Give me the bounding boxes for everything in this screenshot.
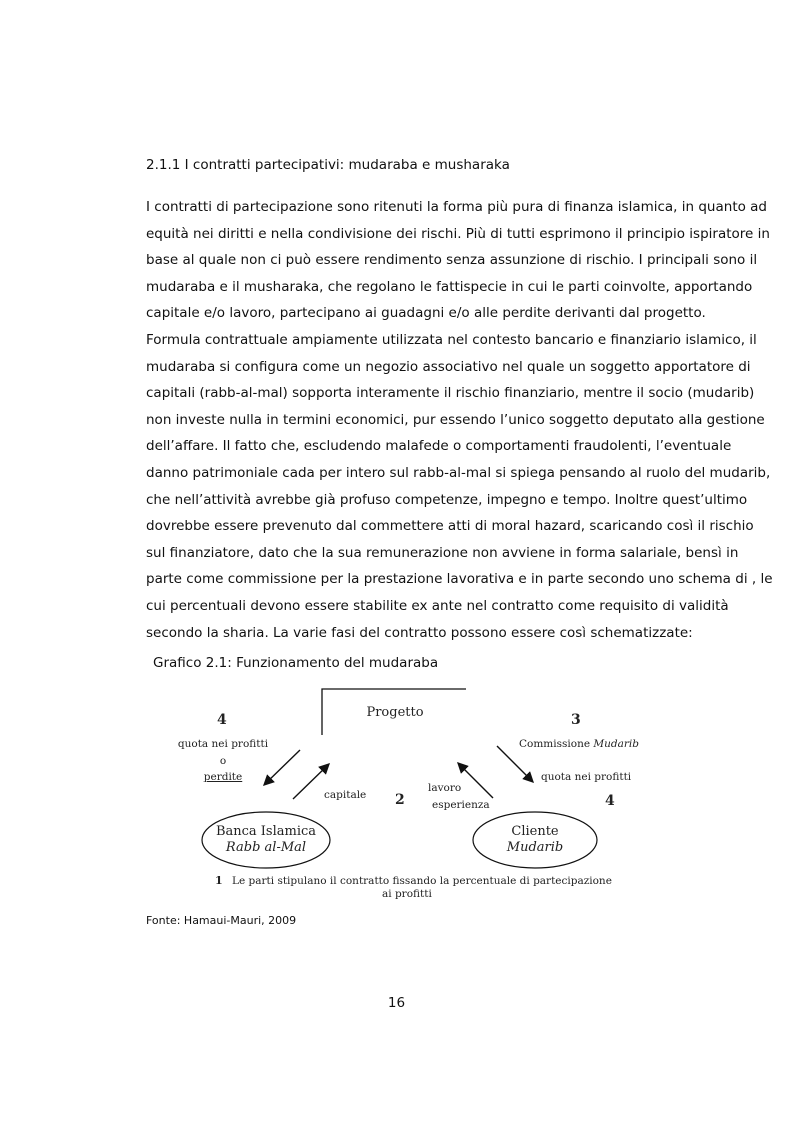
step-number: 1 bbox=[215, 874, 223, 887]
body-line: I contratti di partecipazione sono ritenuti la forma più pura di finanza islamica, in quanto ad bbox=[146, 199, 768, 215]
client-role-label: Mudarib bbox=[506, 840, 564, 855]
body-line: dell’affare. Il fatto che, escludendo malafede o comportamenti fraudolenti, l’eventuale bbox=[146, 438, 732, 455]
body-line: mudaraba e il musharaka, che regolano le fattispecie in cui le parti coinvolte, apportando bbox=[146, 278, 753, 295]
left-label-line: quota nei profitti bbox=[177, 738, 269, 750]
step-number: 2 bbox=[395, 792, 405, 808]
body-line: equità nei diritti e nella condivisione dei rischi. Più di tutti esprimono il principio ispiratore in bbox=[146, 225, 770, 242]
mudaraba-diagram bbox=[160, 685, 650, 905]
body-line: dovrebbe essere prevenuto dal commettere atti di moral hazard, scaricando così il rischio bbox=[146, 518, 754, 535]
step-number: 3 bbox=[571, 712, 581, 728]
figure-caption: Grafico 2.1: Funzionamento del mudaraba bbox=[153, 655, 439, 671]
body-line: base al quale non ci può essere rendimento senza assunzione di rischio. I principali sono il bbox=[146, 252, 758, 269]
project-label: Progetto bbox=[366, 705, 424, 720]
body-line: capitale e/o lavoro, partecipano ai guadagni e/o alle perdite derivanti dal progetto. bbox=[146, 305, 706, 322]
body-line: capitali (rabb-al-mal) sopporta interamente il rischio finanziario, mentre il socio (mudarib) bbox=[146, 385, 755, 402]
capital-label: capitale bbox=[324, 789, 367, 801]
body-line: Formula contrattuale ampiamente utilizzata nel contesto bancario e finanziario islamico, il bbox=[146, 331, 757, 348]
step-number: 4 bbox=[217, 712, 227, 728]
body-line: danno patrimoniale cada per intero sul rabb-al-mal si spiega pensando al ruolo del mudarib, bbox=[146, 464, 771, 481]
left-label-line: perdite bbox=[203, 771, 243, 783]
arrow-to-bank bbox=[264, 750, 300, 785]
commission-label bbox=[519, 738, 639, 750]
contract-label: ai profitti bbox=[382, 888, 432, 900]
bank-role-label: Rabb al-Mal bbox=[225, 840, 307, 855]
body-line: sul finanziatore, dato che la sua remunerazione non avviene in forma salariale, bensì in bbox=[146, 544, 739, 561]
work-label: lavoro bbox=[428, 782, 462, 794]
step-number: 4 bbox=[605, 793, 615, 809]
body-line: parte come commissione per la prestazione lavorativa e in parte secondo uno schema di , le bbox=[146, 571, 773, 588]
commission-prefix: Commissione bbox=[519, 738, 594, 750]
client-label: Cliente bbox=[511, 824, 559, 839]
figure-source: Fonte: Hamaui-Mauri, 2009 bbox=[146, 914, 297, 927]
page-number: 16 bbox=[387, 995, 406, 1011]
body-line: che nell’attività avrebbe già profuso competenze, impegno e tempo. Inoltre quest’ultimo bbox=[146, 491, 748, 508]
body-paragraph bbox=[146, 194, 773, 646]
experience-label: esperienza bbox=[432, 799, 490, 811]
body-line: cui percentuali devono essere stabilite ex ante nel contratto come requisito di validità bbox=[146, 597, 729, 614]
commission-name: Mudarib bbox=[593, 738, 640, 750]
body-line: secondo la sharia. La varie fasi del contratto possono essere così schematizzate: bbox=[146, 624, 693, 641]
body-line: mudaraba si configura come un negozio associativo nel quale un soggetto apportatore di bbox=[146, 358, 751, 375]
arrow-to-client bbox=[497, 746, 533, 782]
contract-label: Le parti stipulano il contratto fissando la percentuale di partecipazione bbox=[232, 875, 612, 887]
bank-label: Banca Islamica bbox=[215, 824, 317, 839]
arrow-work-to-project bbox=[458, 763, 493, 798]
left-label-line: o bbox=[219, 755, 227, 767]
body-line: non investe nulla in termini economici, pur essendo l’unico soggetto deputato alla gestione bbox=[146, 411, 765, 428]
section-heading: 2.1.1 I contratti partecipativi: mudaraba e musharaka bbox=[146, 157, 510, 173]
profit-share-label: quota nei profitti bbox=[541, 771, 632, 783]
